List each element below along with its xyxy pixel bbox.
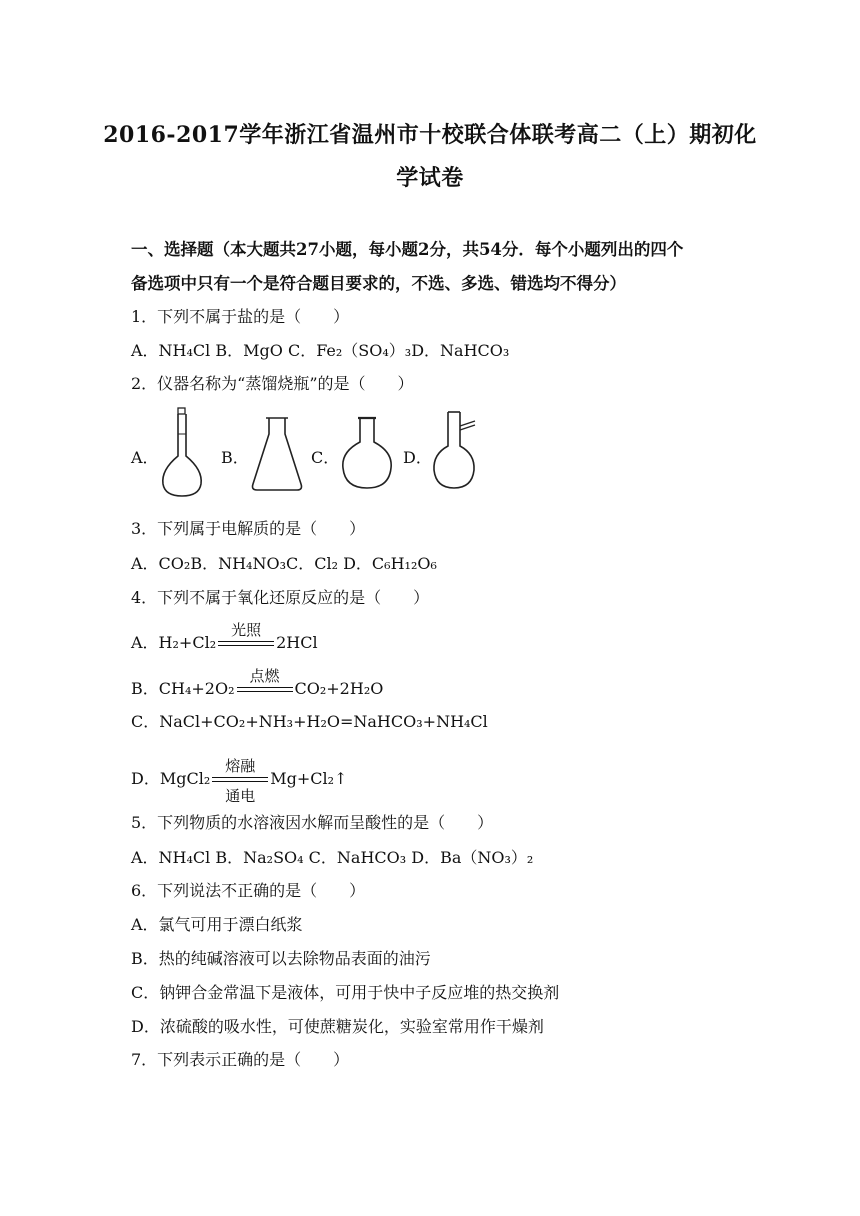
question-2-flask-options xyxy=(131,404,531,504)
reaction-condition-arrow xyxy=(235,667,295,701)
question-4-option-a xyxy=(131,621,318,655)
reaction-condition-arrow xyxy=(216,621,276,655)
question-4-option-b xyxy=(131,667,384,701)
equation-b-reactants: B．CH₄+2O₂ xyxy=(131,679,235,698)
equation-d-reactants: D．MgCl₂ xyxy=(131,769,211,788)
flask-option-b-label: B． xyxy=(221,448,249,467)
question-3-options: A．CO₂B．NH₄NO₃C．Cl₂ D．C₆H₁₂O₆ xyxy=(131,554,437,573)
flask-option-d-label: D． xyxy=(403,448,432,467)
question-6-option-d: D．浓硫酸的吸水性，可使蔗糖炭化，实验室常用作干燥剂 xyxy=(131,1017,544,1036)
question-7-stem: 7．下列表示正确的是（ ） xyxy=(131,1050,350,1069)
question-4-option-d xyxy=(131,757,348,805)
question-5-stem: 5．下列物质的水溶液因水解而呈酸性的是（ ） xyxy=(131,813,494,832)
condition-light-label: 光照 xyxy=(231,621,262,639)
equation-b-products: CO₂+2H₂O xyxy=(294,679,384,698)
question-6-option-a: A．氯气可用于漂白纸浆 xyxy=(131,915,303,934)
flask-option-a-label: A． xyxy=(131,448,159,467)
question-6-stem: 6．下列说法不正确的是（ ） xyxy=(131,881,366,900)
question-1-stem: 1．下列不属于盐的是（ ） xyxy=(131,307,350,326)
exam-title-line2: 学试卷 xyxy=(396,165,464,191)
equation-d-products: Mg+Cl₂↑ xyxy=(270,769,348,788)
section-heading-line1: 一、选择题（本大题共27小题，每小题2分，共54分．每个小题列出的四个 xyxy=(131,240,684,259)
section-heading-line2: 备选项中只有一个是符合题目要求的，不选、多选、错选均不得分） xyxy=(131,274,626,293)
condition-ignite-label: 点燃 xyxy=(249,667,280,685)
question-4-option-c: C．NaCl+CO₂+NH₃+H₂O=NaHCO₃+NH₄Cl xyxy=(131,712,488,731)
round-bottom-flask-icon xyxy=(337,404,397,500)
exam-title-line1: 2016-2017学年浙江省温州市十校联合体联考高二（上）期初化 xyxy=(103,122,757,148)
question-6-option-c: C．钠钾合金常温下是液体，可用于快中子反应堆的热交换剂 xyxy=(131,983,560,1002)
volumetric-flask-icon xyxy=(157,404,207,500)
question-6-option-b: B．热的纯碱溶液可以去除物品表面的油污 xyxy=(131,949,431,968)
question-1-options: A．NH₄Cl B．MgO C．Fe₂（SO₄）₃D．NaHCO₃ xyxy=(131,341,510,360)
condition-molten-label: 熔融 xyxy=(225,757,256,775)
equation-a-reactants: A．H₂+Cl₂ xyxy=(131,633,217,652)
condition-electrolysis-label: 通电 xyxy=(225,787,256,805)
conical-flask-icon xyxy=(247,404,307,500)
distilling-flask-icon xyxy=(429,404,489,500)
question-5-options: A．NH₄Cl B．Na₂SO₄ C．NaHCO₃ D．Ba（NO₃）₂ xyxy=(131,848,534,867)
question-4-stem: 4．下列不属于氧化还原反应的是（ ） xyxy=(131,588,430,607)
flask-option-c-label: C． xyxy=(311,448,340,467)
reaction-condition-arrow xyxy=(210,757,270,805)
equation-a-products: 2HCl xyxy=(276,633,318,652)
question-2-stem: 2．仪器名称为“蒸馏烧瓶”的是（ ） xyxy=(131,374,414,393)
question-3-stem: 3．下列属于电解质的是（ ） xyxy=(131,519,366,538)
